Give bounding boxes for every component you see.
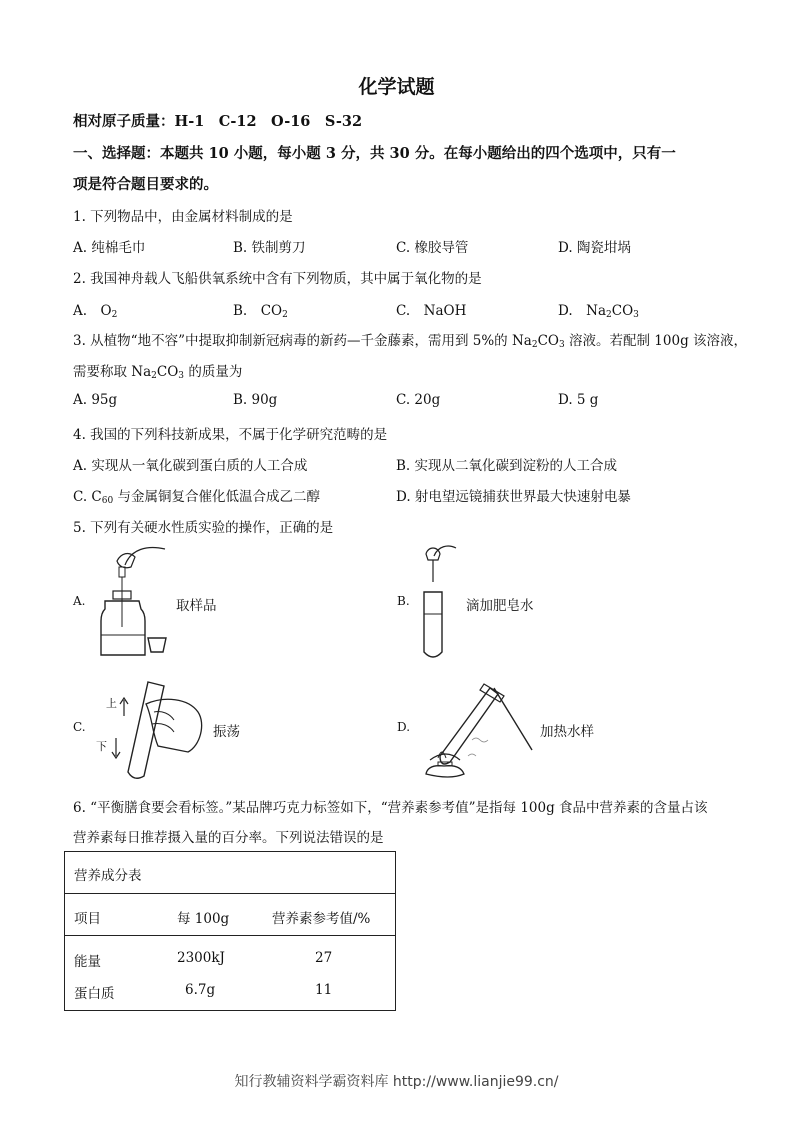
- atomic-mass-line: 相对原子质量：H-1 C-12 O-16 S-32: [73, 113, 363, 130]
- nutrition-table-header-per100g: 每 100g: [177, 911, 230, 927]
- q1-option-c: C. 橡胶导管: [396, 240, 469, 256]
- q1-option-d: D. 陶瓷坩埚: [558, 240, 631, 256]
- nutrition-table-header-nrv: 营养素参考值/%: [272, 911, 371, 927]
- q3-stem-line2: 需要称取 $Na_2CO_3$ 的质量为: [73, 364, 243, 381]
- q4-option-a: A. 实现从一氧化碳到蛋白质的人工合成: [73, 458, 308, 474]
- q6-stem-line2: 营养素每日推荐摄入量的百分率。下列说法错误的是: [73, 830, 384, 846]
- nutrition-table-cell: 11: [315, 982, 333, 998]
- nutrition-table-cell: 蛋白质: [74, 986, 115, 1002]
- nutrition-table: [64, 851, 396, 1011]
- q5-figure-c: [104, 676, 214, 782]
- q5-arrow-down-label: 下: [96, 740, 107, 753]
- q3-option-a: A. 95g: [73, 392, 118, 408]
- nutrition-table-header-item: 项目: [74, 911, 101, 927]
- page-title: 化学试题: [358, 76, 435, 98]
- nutrition-table-cell: 27: [315, 950, 333, 966]
- q5-stopper: [146, 634, 168, 654]
- nutrition-table-cell: 2300kJ: [177, 950, 225, 966]
- q1-option-b: B. 铁制剪刀: [233, 240, 306, 256]
- q4-option-b: B. 实现从二氧化碳到淀粉的人工合成: [396, 458, 618, 474]
- nutrition-table-caption-row: [65, 852, 395, 894]
- q3-option-d: D. 5 g: [558, 392, 599, 408]
- q1-stem: 1. 下列物品中，由金属材料制成的是: [73, 209, 293, 225]
- q2-option-a: A. $O_2$: [73, 303, 118, 320]
- q5-stem: 5. 下列有关硬水性质实验的操作，正确的是: [73, 520, 334, 536]
- q5-option-c-letter: C.: [73, 720, 86, 734]
- q5-figure-d: [420, 676, 536, 782]
- q3-option-b: B. 90g: [233, 392, 278, 408]
- q6-stem-line1: 6. “平衡膳食要会看标签。”某品牌巧克力标签如下，“营养素参考值”是指每 100g 食品中营养素的含量占该: [73, 800, 708, 816]
- q5-option-b-letter: B.: [397, 594, 410, 608]
- nutrition-table-cell: 能量: [74, 954, 101, 970]
- q5-option-a-letter: A.: [73, 594, 86, 608]
- footer-watermark: 知行教辅资料学霸资料库 http://www.lianjie99.cn/: [234, 1074, 559, 1090]
- q2-option-c: C. NaOH: [396, 303, 467, 319]
- q4-option-c: C. $C_{60}$ 与金属铜复合催化低温合成乙二醇: [73, 489, 321, 506]
- q2-option-b: B. $CO_2$: [233, 303, 288, 320]
- section-heading-line1: 一、选择题：本题共 10 小题，每小题 3 分，共 30 分。在每小题给出的四个选项中，只有一: [73, 145, 676, 162]
- q2-option-d: D. $Na_2CO_3$: [558, 303, 639, 320]
- q3-stem-line1: 3. 从植物“地不容”中提取抑制新冠病毒的新药—千金藤素，需用到 5%的 $Na_2CO_3$ 溶液。若配制 100g 该溶液，: [73, 333, 748, 350]
- section-heading-line2: 项是符合题目要求的。: [73, 176, 218, 193]
- q2-stem: 2. 我国神舟载人飞船供氧系统中含有下列物质，其中属于氧化物的是: [73, 271, 482, 287]
- q4-option-d: D. 射电望远镜捕获世界最大快速射电暴: [396, 489, 631, 505]
- q5-option-d-letter: D.: [397, 720, 411, 734]
- q5-option-d-label: 加热水样: [540, 724, 594, 740]
- q5-figure-b: [418, 542, 458, 662]
- q5-option-c-label: 振荡: [213, 724, 240, 740]
- nutrition-table-caption: 营养成分表: [74, 868, 142, 884]
- q5-option-b-label: 滴加肥皂水: [466, 598, 534, 614]
- nutrition-table-cell: 6.7g: [185, 982, 216, 998]
- q5-option-a-label: 取样品: [176, 598, 217, 614]
- q4-stem: 4. 我国的下列科技新成果，不属于化学研究范畴的是: [73, 427, 388, 443]
- q3-option-c: C. 20g: [396, 392, 441, 408]
- q5-arrow-up-label: 上: [106, 697, 117, 710]
- q1-option-a: A. 纯棉毛巾: [73, 240, 146, 256]
- nutrition-table-header-row: [65, 893, 395, 936]
